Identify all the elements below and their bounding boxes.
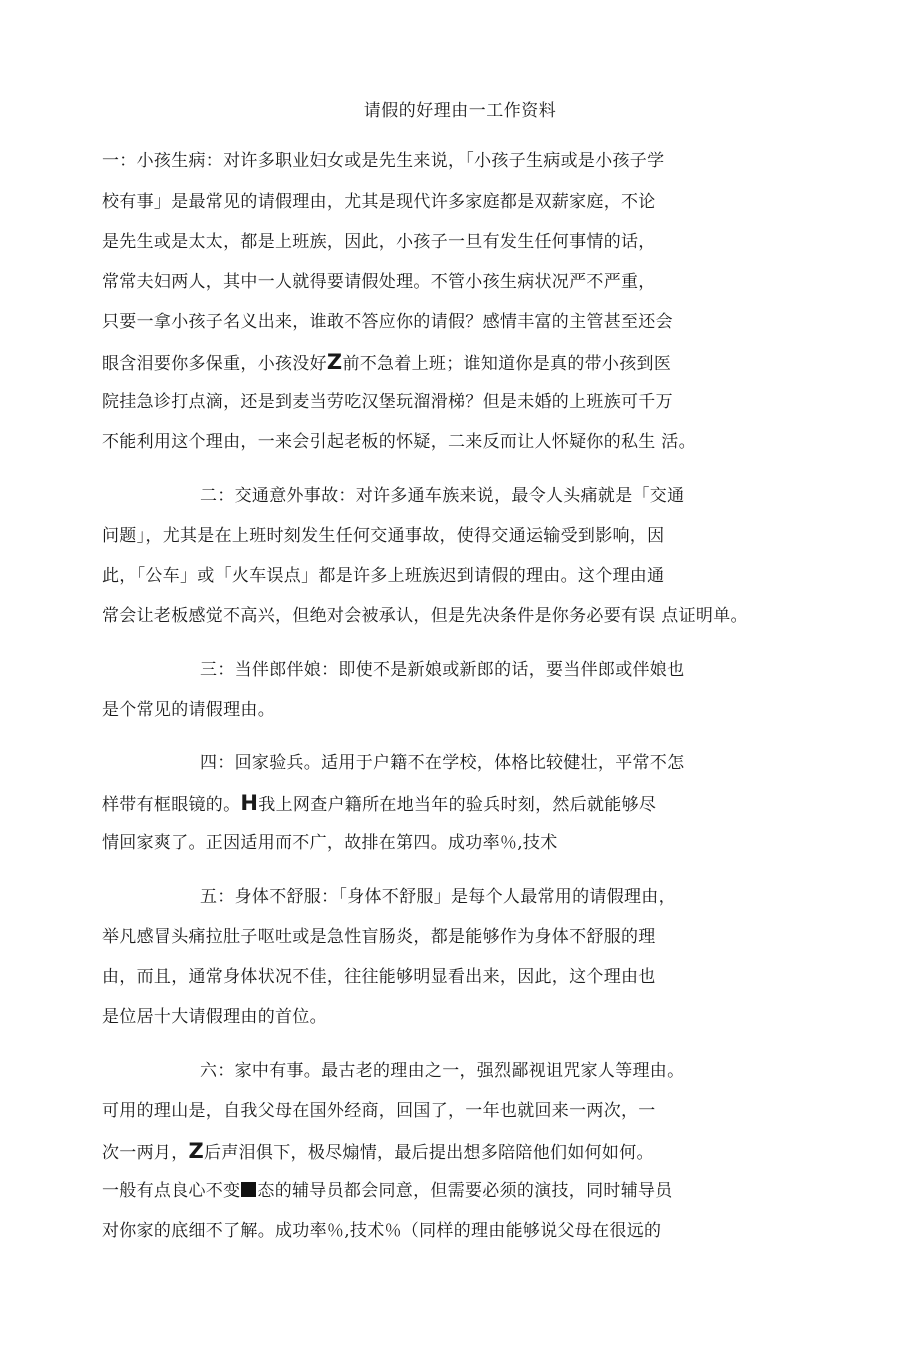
paragraph-line: 问题」，尤其是在上班时刻发生任何交通事故，使得交通运输受到影响，因 xyxy=(102,526,665,546)
paragraph-line: 是先生或是太太，都是上班族，因此，小孩子一旦有发生任何事情的话， xyxy=(102,232,656,252)
paragraph-line: 由，而且，通常身体状况不佳，往往能够明显看出来，因此，这个理由也 xyxy=(102,967,656,987)
paragraph-line xyxy=(102,1180,673,1202)
paragraph-line: 常常夫妇两人，其中一人就得要请假处理。不管小孩生病状况严不严重， xyxy=(102,272,656,292)
paragraph-line: 二：交通意外事故：对许多通车族来说，最令人头痛就是「交通 xyxy=(200,486,685,506)
line-text: 眼含泪要你多保重，小孩没好 xyxy=(102,354,327,374)
paragraph-line xyxy=(102,792,656,816)
paragraph-line: 是位居十大请假理由的首位。 xyxy=(102,1007,327,1027)
paragraph-line xyxy=(102,351,671,375)
paragraph-line: 三：当伴郎伴娘：即使不是新娘或新郎的话，要当伴郎或伴娘也 xyxy=(200,660,685,680)
line-text: 次一两月， xyxy=(102,1143,189,1163)
line-text: 态的辅导员都会同意，但需要必须的演技，同时辅导员 xyxy=(257,1181,673,1201)
paragraph-line: 五：身体不舒服：「身体不舒服」是每个人最常用的请假理由， xyxy=(200,887,676,907)
line-text: 我上网查户籍所在地当年的验兵时刻，然后就能够尽 xyxy=(258,795,657,815)
paragraph-line: 是个常见的请假理由。 xyxy=(102,700,275,720)
paragraph-line: 只要一拿小孩子名义出来，谁敢不答应你的请假？感情丰富的主管甚至还会 xyxy=(102,312,673,332)
black-block-artifact xyxy=(241,1182,256,1197)
paragraph-line: 六：家中有事。最古老的理由之一，强烈鄙视诅咒家人等理由。 xyxy=(200,1061,685,1081)
document-title: 请假的好理由一工作资料 xyxy=(363,101,557,121)
line-text: 后声泪俱下，极尽煽情，最后提出想多陪陪他们如何如何。 xyxy=(204,1143,654,1163)
paragraph-line: 校有事」是最常见的请假理由，尤其是现代许多家庭都是双薪家庭，不论 xyxy=(102,192,656,212)
paragraph-line: 此，「公车」或「火车误点」都是许多上班族迟到请假的理由。这个理由通 xyxy=(102,566,665,586)
artifact-glyph: Z xyxy=(326,350,343,374)
paragraph-line: 一：小孩生病：对许多职业妇女或是先生来说，「小孩子生病或是小孩子学 xyxy=(102,151,665,171)
artifact-glyph: Z xyxy=(188,1139,205,1163)
paragraph-line: 举凡感冒头痛拉肚子呕吐或是急性盲肠炎，都是能够作为身体不舒服的理 xyxy=(102,927,656,947)
paragraph-line: 情回家爽了。正因适用而不广，故排在第四。成功率％,技术 xyxy=(102,833,558,853)
line-text: 样带有框眼镜的。 xyxy=(102,795,241,815)
paragraph-line xyxy=(102,1140,654,1164)
paragraph-line: 院挂急诊打点滴，还是到麦当劳吃汉堡玩溜滑梯？但是未婚的上班族可千万 xyxy=(102,392,673,412)
paragraph-line: 常会让老板感觉不高兴，但绝对会被承认，但是先决条件是你务必要有误 点证明单。 xyxy=(102,606,748,626)
line-text: 前不急着上班；谁知道你是真的带小孩到医 xyxy=(342,354,672,374)
paragraph-line: 不能利用这个理由，一来会引起老板的怀疑，二来反而让人怀疑你的私生 活。 xyxy=(102,432,696,452)
line-text: 一般有点良心不变 xyxy=(102,1181,241,1201)
paragraph-line: 对你家的底细不了解。成功率％,技术％（同样的理由能够说父母在很远的 xyxy=(102,1221,662,1241)
paragraph-line: 四：回家验兵。适用于户籍不在学校，体格比较健壮，平常不怎 xyxy=(200,753,685,773)
paragraph-line: 可用的理山是，自我父母在国外经商，回国了，一年也就回来一两次，一 xyxy=(102,1101,656,1121)
artifact-glyph: H xyxy=(240,791,259,815)
